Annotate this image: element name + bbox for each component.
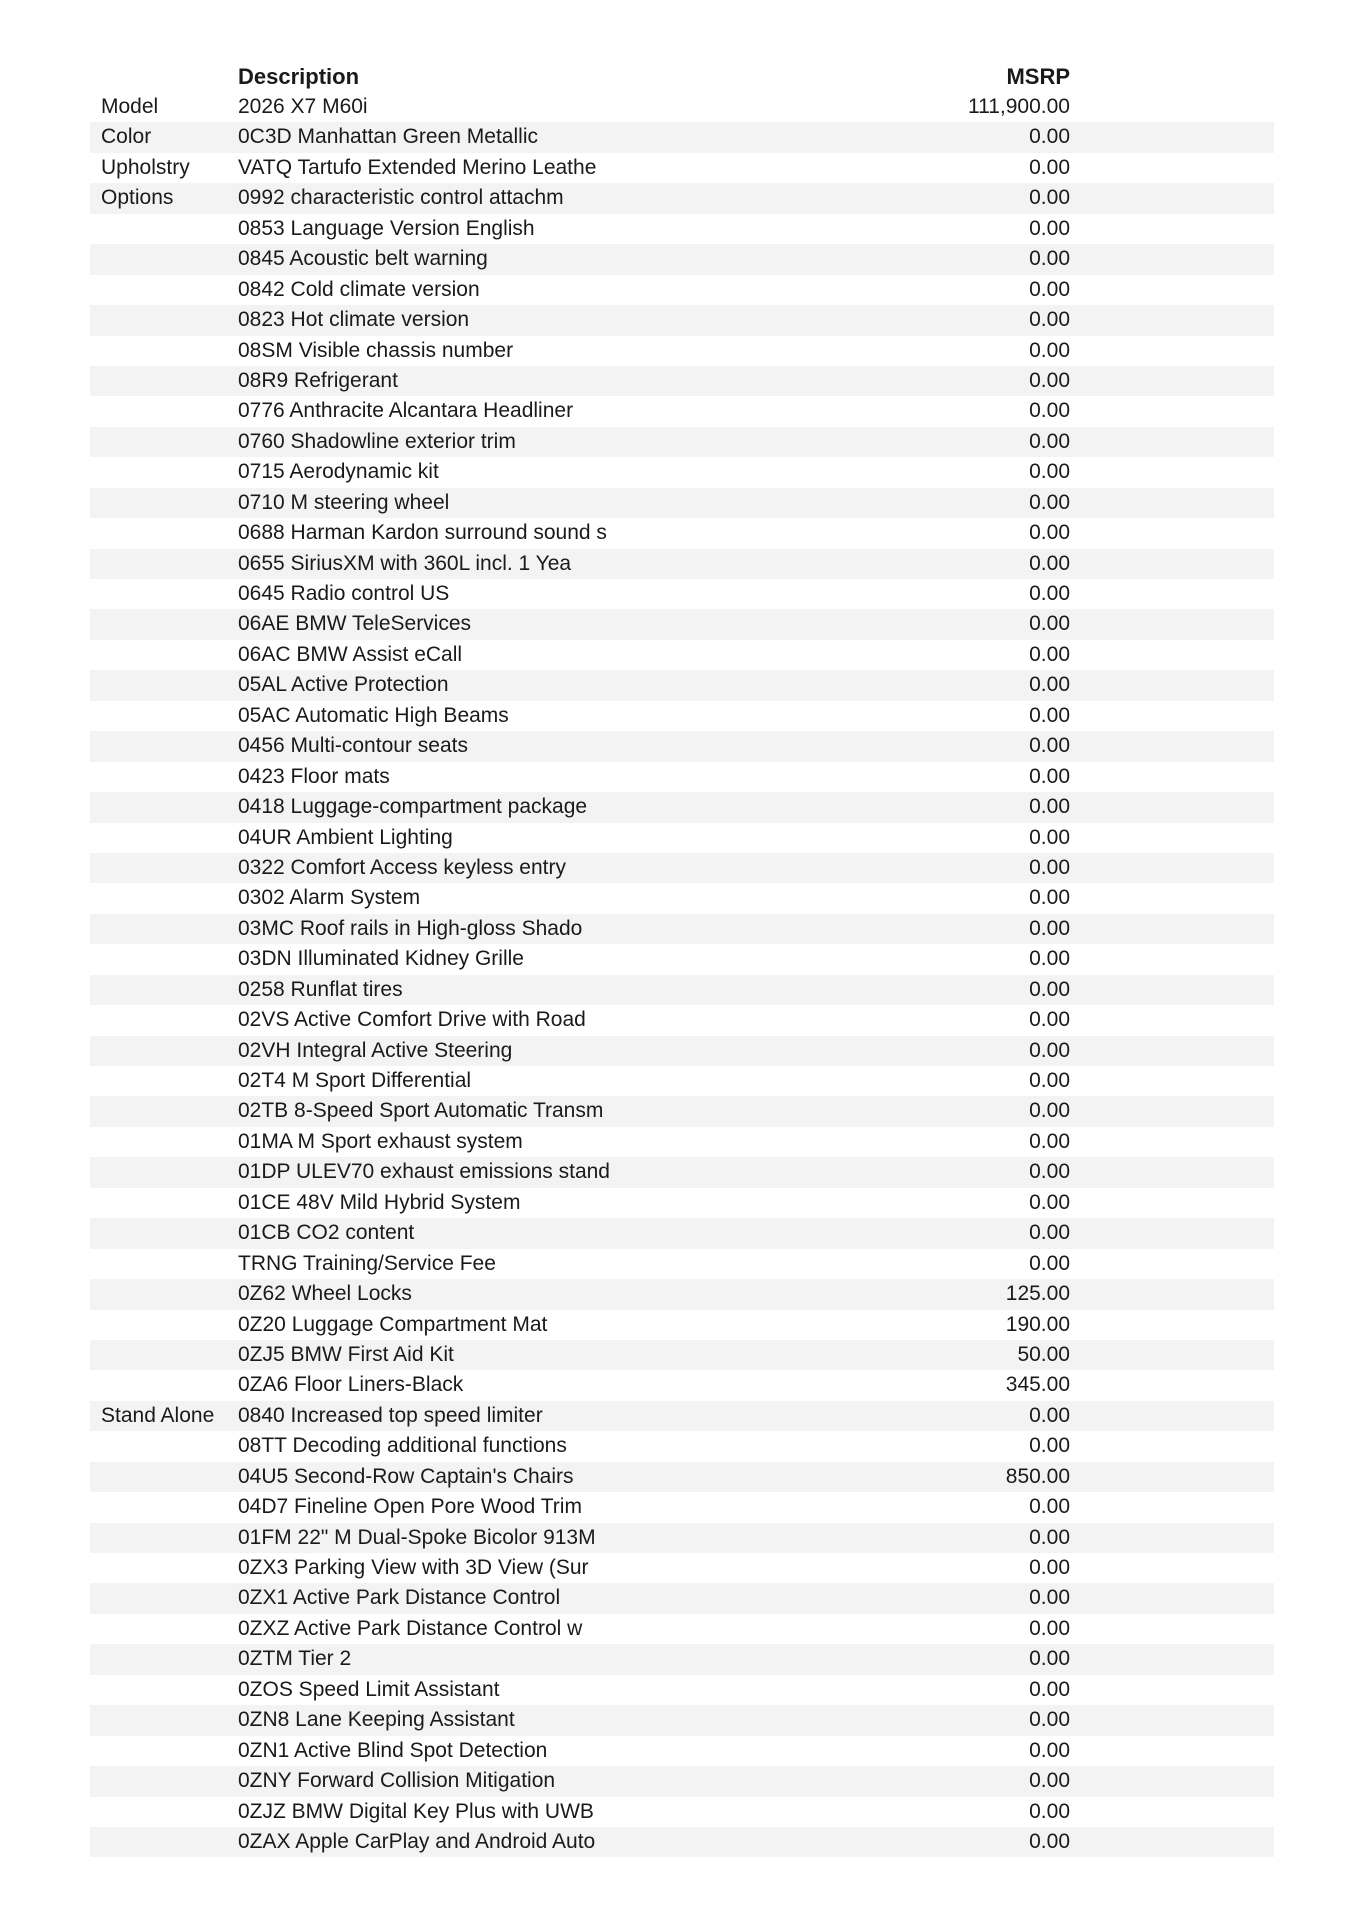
row-description: 0655 SiriusXM with 360L incl. 1 Yea xyxy=(238,551,572,575)
row-msrp: 0.00 xyxy=(1029,703,1070,727)
row-description: 2026 X7 M60i xyxy=(238,95,368,118)
table-row xyxy=(90,336,1274,366)
table-row xyxy=(90,153,1274,183)
row-msrp: 0.00 xyxy=(1029,734,1070,758)
table-row xyxy=(90,1797,1274,1827)
row-msrp: 0.00 xyxy=(1029,1221,1070,1245)
row-msrp: 0.00 xyxy=(1029,551,1070,575)
row-description: 0Z20 Luggage Compartment Mat xyxy=(238,1312,548,1336)
table-row xyxy=(90,1066,1274,1096)
row-msrp: 0.00 xyxy=(1029,399,1070,423)
row-description: 04D7 Fineline Open Pore Wood Trim xyxy=(238,1495,582,1519)
row-description: 01DP ULEV70 exhaust emissions stand xyxy=(238,1160,610,1184)
table-row xyxy=(90,457,1274,487)
table-row xyxy=(90,1553,1274,1583)
row-msrp: 0.00 xyxy=(1029,855,1070,879)
table-row xyxy=(90,366,1274,396)
row-description: 0823 Hot climate version xyxy=(238,308,470,332)
row-msrp: 0.00 xyxy=(1029,1008,1070,1032)
row-description: 05AL Active Protection xyxy=(238,673,449,697)
row-description: 01FM 22" M Dual-Spoke Bicolor 913M xyxy=(238,1525,596,1549)
table-row xyxy=(90,731,1274,761)
table-row xyxy=(90,244,1274,274)
table-row xyxy=(90,1249,1274,1279)
row-msrp: 190.00 xyxy=(1005,1312,1070,1336)
row-msrp: 0.00 xyxy=(1029,673,1070,697)
row-description: 01CE 48V Mild Hybrid System xyxy=(238,1190,521,1214)
row-description: 02TB 8-Speed Sport Automatic Transm xyxy=(238,1099,604,1123)
row-description: 0760 Shadowline exterior trim xyxy=(238,429,516,453)
row-msrp: 0.00 xyxy=(1029,1038,1070,1062)
table-row xyxy=(90,1096,1274,1126)
row-description: 0C3D Manhattan Green Metallic xyxy=(238,125,538,149)
table-row xyxy=(90,609,1274,639)
row-msrp: 111,900.00 xyxy=(968,95,1070,118)
table-row xyxy=(90,1310,1274,1340)
row-msrp: 0.00 xyxy=(1029,125,1070,149)
row-description: 0842 Cold climate version xyxy=(238,277,480,301)
table-row xyxy=(90,214,1274,244)
table-row xyxy=(90,1157,1274,1187)
row-description: 08R9 Refrigerant xyxy=(238,368,398,392)
row-description: 0ZN1 Active Blind Spot Detection xyxy=(238,1738,548,1762)
table-row xyxy=(90,1036,1274,1066)
row-description: 03MC Roof rails in High-gloss Shado xyxy=(238,916,583,940)
row-msrp: 0.00 xyxy=(1029,1647,1070,1671)
row-msrp: 0.00 xyxy=(1029,277,1070,301)
column-header-msrp: MSRP xyxy=(1006,64,1070,89)
row-msrp: 50.00 xyxy=(1017,1342,1070,1366)
row-description: 0776 Anthracite Alcantara Headliner xyxy=(238,399,574,423)
row-msrp: 0.00 xyxy=(1029,1525,1070,1549)
row-description: 0322 Comfort Access keyless entry xyxy=(238,855,566,879)
table-row xyxy=(90,1614,1274,1644)
table-row xyxy=(90,823,1274,853)
row-description: 0423 Floor mats xyxy=(238,764,390,788)
row-description: 01CB CO2 content xyxy=(238,1221,415,1245)
row-description: 02VS Active Comfort Drive with Road xyxy=(238,1008,586,1032)
row-msrp: 345.00 xyxy=(1005,1373,1070,1397)
row-msrp: 0.00 xyxy=(1029,1769,1070,1793)
table-row xyxy=(90,975,1274,1005)
row-msrp: 125.00 xyxy=(1005,1282,1070,1306)
row-msrp: 0.00 xyxy=(1029,1434,1070,1458)
row-description: 06AC BMW Assist eCall xyxy=(238,642,463,666)
row-description: 0ZAX Apple CarPlay and Android Auto xyxy=(238,1829,596,1853)
row-msrp: 0.00 xyxy=(1029,825,1070,849)
table-row xyxy=(90,1370,1274,1400)
table-row xyxy=(90,853,1274,883)
row-msrp: 0.00 xyxy=(1029,582,1070,605)
row-msrp: 0.00 xyxy=(1029,977,1070,1001)
row-description: 0Z62 Wheel Locks xyxy=(238,1282,412,1306)
row-msrp: 0.00 xyxy=(1029,764,1070,788)
table-row xyxy=(90,640,1274,670)
table-row xyxy=(90,1827,1274,1857)
row-msrp: 0.00 xyxy=(1029,1251,1070,1275)
table-row xyxy=(90,762,1274,792)
row-msrp: 0.00 xyxy=(1029,1190,1070,1214)
row-msrp: 0.00 xyxy=(1029,642,1070,666)
row-msrp: 0.00 xyxy=(1029,490,1070,514)
table-header xyxy=(90,60,1274,92)
row-description: 0ZJ5 BMW First Aid Kit xyxy=(238,1342,454,1366)
row-msrp: 0.00 xyxy=(1029,1160,1070,1184)
row-msrp: 0.00 xyxy=(1029,308,1070,332)
table-row xyxy=(90,1401,1274,1431)
table-row xyxy=(90,183,1274,213)
row-description: 03DN Illuminated Kidney Grille xyxy=(238,947,524,971)
table-row xyxy=(90,1462,1274,1492)
row-msrp: 0.00 xyxy=(1029,186,1070,210)
row-description: 0ZJZ BMW Digital Key Plus with UWB xyxy=(238,1799,594,1823)
row-msrp: 0.00 xyxy=(1029,1799,1070,1823)
row-description: 02VH Integral Active Steering xyxy=(238,1038,513,1062)
row-category: Upholstry xyxy=(101,155,190,179)
row-description: 0853 Language Version English xyxy=(238,216,535,240)
row-msrp: 0.00 xyxy=(1029,1829,1070,1853)
row-msrp: 0.00 xyxy=(1029,1069,1070,1092)
row-description: 06AE BMW TeleServices xyxy=(238,612,472,636)
table-row xyxy=(90,944,1274,974)
row-msrp: 0.00 xyxy=(1029,1708,1070,1732)
row-description: 0258 Runflat tires xyxy=(238,977,403,1001)
row-description: 0715 Aerodynamic kit xyxy=(238,460,439,484)
row-description: 0ZX1 Active Park Distance Control xyxy=(238,1586,561,1610)
row-description: 0ZOS Speed Limit Assistant xyxy=(238,1677,500,1701)
row-category: Color xyxy=(101,125,152,149)
row-msrp: 0.00 xyxy=(1029,216,1070,240)
table-row xyxy=(90,122,1274,152)
table-row xyxy=(90,701,1274,731)
row-msrp: 0.00 xyxy=(1029,429,1070,453)
row-description: 0456 Multi-contour seats xyxy=(238,734,468,758)
table-row xyxy=(90,579,1274,609)
table-row xyxy=(90,1431,1274,1461)
table-row xyxy=(90,792,1274,822)
row-msrp: 0.00 xyxy=(1029,886,1070,910)
table-row xyxy=(90,1644,1274,1674)
row-msrp: 0.00 xyxy=(1029,1099,1070,1123)
table-row xyxy=(90,1340,1274,1370)
row-description: 0ZTM Tier 2 xyxy=(238,1647,352,1671)
row-msrp: 0.00 xyxy=(1029,947,1070,971)
row-description: 0710 M steering wheel xyxy=(238,490,450,514)
table-row xyxy=(90,396,1274,426)
row-description: 0418 Luggage-compartment package xyxy=(238,795,588,819)
row-msrp: 850.00 xyxy=(1005,1464,1070,1488)
table-row xyxy=(90,1766,1274,1796)
row-description: 04UR Ambient Lighting xyxy=(238,825,453,849)
table-row xyxy=(90,92,1274,122)
price-sheet xyxy=(90,60,1274,1857)
row-description: 0302 Alarm System xyxy=(238,886,421,910)
table-row xyxy=(90,275,1274,305)
row-description: 0ZNY Forward Collision Mitigation xyxy=(238,1769,556,1793)
row-description: 0688 Harman Kardon surround sound s xyxy=(238,521,607,545)
row-msrp: 0.00 xyxy=(1029,247,1070,271)
row-description: 0645 Radio control US xyxy=(238,582,450,605)
row-msrp: 0.00 xyxy=(1029,521,1070,545)
row-description: 0ZN8 Lane Keeping Assistant xyxy=(238,1708,515,1732)
row-description: 08TT Decoding additional functions xyxy=(238,1434,567,1458)
row-msrp: 0.00 xyxy=(1029,1556,1070,1579)
row-msrp: 0.00 xyxy=(1029,1738,1070,1762)
row-msrp: 0.00 xyxy=(1029,1403,1070,1427)
table-row xyxy=(90,1675,1274,1705)
table-row xyxy=(90,883,1274,913)
column-header-description: Description xyxy=(238,64,360,89)
table-row xyxy=(90,518,1274,548)
table-row xyxy=(90,549,1274,579)
table-row xyxy=(90,427,1274,457)
table-row xyxy=(90,1523,1274,1553)
table-row xyxy=(90,1279,1274,1309)
row-msrp: 0.00 xyxy=(1029,1586,1070,1610)
row-msrp: 0.00 xyxy=(1029,338,1070,362)
row-description: 0ZX3 Parking View with 3D View (Sur xyxy=(238,1556,589,1579)
row-description: 0845 Acoustic belt warning xyxy=(238,247,488,271)
row-description: 0992 characteristic control attachm xyxy=(238,186,564,210)
table-row xyxy=(90,1492,1274,1522)
row-msrp: 0.00 xyxy=(1029,368,1070,392)
row-description: 0ZXZ Active Park Distance Control w xyxy=(238,1616,583,1640)
table-row xyxy=(90,1218,1274,1248)
row-msrp: 0.00 xyxy=(1029,1616,1070,1640)
table-row xyxy=(90,1188,1274,1218)
table-row xyxy=(90,1705,1274,1735)
row-msrp: 0.00 xyxy=(1029,1129,1070,1153)
row-description: 02T4 M Sport Differential xyxy=(238,1069,472,1092)
table-row xyxy=(90,488,1274,518)
row-msrp: 0.00 xyxy=(1029,155,1070,179)
row-description: 08SM Visible chassis number xyxy=(238,338,514,362)
row-description: VATQ Tartufo Extended Merino Leathe xyxy=(238,155,597,179)
table-row xyxy=(90,1736,1274,1766)
row-msrp: 0.00 xyxy=(1029,1677,1070,1701)
row-description: 05AC Automatic High Beams xyxy=(238,703,509,727)
row-description: 0840 Increased top speed limiter xyxy=(238,1403,543,1427)
row-description: 01MA M Sport exhaust system xyxy=(238,1129,523,1153)
table-row xyxy=(90,670,1274,700)
table-row xyxy=(90,1127,1274,1157)
row-msrp: 0.00 xyxy=(1029,612,1070,636)
row-description: TRNG Training/Service Fee xyxy=(238,1251,496,1275)
row-category: Model xyxy=(101,95,159,118)
row-category: Options xyxy=(101,186,174,210)
table-body xyxy=(90,92,1274,1857)
row-msrp: 0.00 xyxy=(1029,460,1070,484)
table-row xyxy=(90,914,1274,944)
row-msrp: 0.00 xyxy=(1029,795,1070,819)
table-row xyxy=(90,1005,1274,1035)
row-description: 0ZA6 Floor Liners-Black xyxy=(238,1373,464,1397)
table-row xyxy=(90,305,1274,335)
row-description: 04U5 Second-Row Captain's Chairs xyxy=(238,1464,574,1488)
row-msrp: 0.00 xyxy=(1029,1495,1070,1519)
row-msrp: 0.00 xyxy=(1029,916,1070,940)
row-category: Stand Alone xyxy=(101,1403,215,1427)
table-row xyxy=(90,1583,1274,1613)
